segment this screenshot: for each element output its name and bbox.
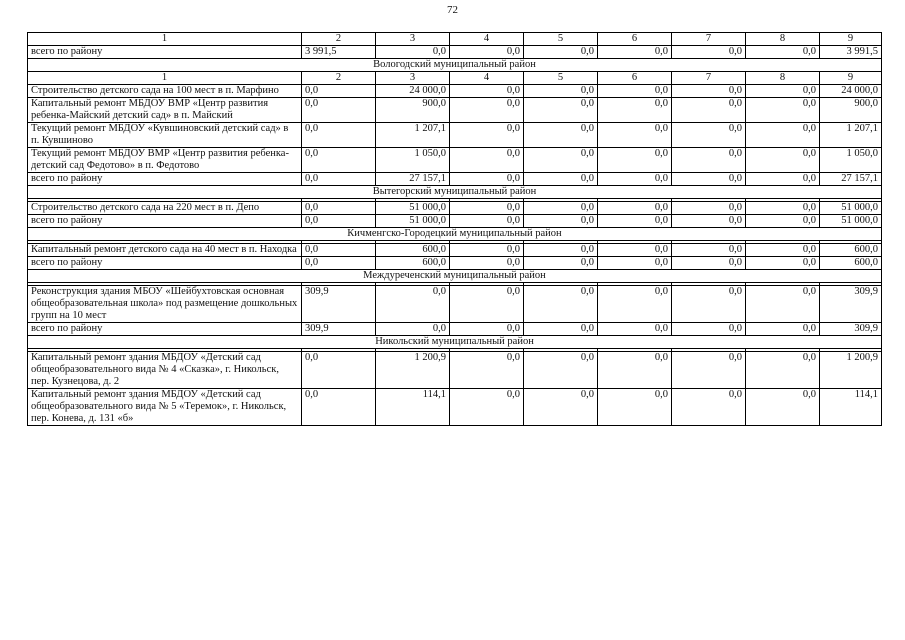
district-total-row: [28, 46, 882, 59]
value-cell: 0,0: [302, 202, 376, 215]
value-cell: 0,0: [450, 244, 524, 257]
value-cell: 900,0: [376, 98, 450, 123]
value-cell: 0,0: [450, 148, 524, 173]
district-total-row: [28, 173, 882, 186]
table-row: [28, 244, 882, 257]
value-cell: 0,0: [746, 215, 820, 228]
value-cell: 0,0: [746, 123, 820, 148]
value-cell: 0,0: [598, 352, 672, 389]
value-cell: 900,0: [820, 98, 882, 123]
value-cell: 0,0: [450, 85, 524, 98]
value-cell: 600,0: [820, 244, 882, 257]
value-cell: 0,0: [672, 202, 746, 215]
table-row: [28, 202, 882, 215]
value-cell: 0,0: [450, 215, 524, 228]
value-cell: 0,0: [598, 202, 672, 215]
value-cell: 0,0: [746, 323, 820, 336]
district-section-row: [28, 59, 882, 72]
value-cell: 0,0: [524, 46, 598, 59]
value-cell: 0,0: [302, 389, 376, 426]
column-number: 4: [450, 72, 524, 85]
value-cell: 0,0: [524, 202, 598, 215]
page-number: 72: [447, 4, 458, 16]
value-cell: 0,0: [524, 173, 598, 186]
row-name: Текущий ремонт МБДОУ ВМР «Центр развития ребенка-детский сад Федотово» в п. Федотово: [28, 148, 302, 173]
value-cell: 0,0: [672, 286, 746, 323]
value-cell: 0,0: [302, 173, 376, 186]
value-cell: 600,0: [376, 257, 450, 270]
column-number: 3: [376, 33, 450, 46]
column-number: 1: [28, 72, 302, 85]
value-cell: 0,0: [672, 257, 746, 270]
value-cell: 0,0: [672, 389, 746, 426]
column-number: 2: [302, 72, 376, 85]
value-cell: 0,0: [598, 215, 672, 228]
value-cell: 1 200,9: [820, 352, 882, 389]
district-title: Междуреченский муниципальный район: [28, 270, 882, 283]
column-number: 3: [376, 72, 450, 85]
value-cell: 309,9: [302, 323, 376, 336]
district-section-row: [28, 186, 882, 199]
value-cell: 1 050,0: [820, 148, 882, 173]
value-cell: 0,0: [672, 123, 746, 148]
row-name: Капитальный ремонт здания МБДОУ «Детский сад общеобразовательного вида № 4 «Сказка», г. Никольск, пер. Кузнецова, д. 2: [28, 352, 302, 389]
value-cell: 0,0: [672, 85, 746, 98]
column-number: 8: [746, 72, 820, 85]
value-cell: 24 000,0: [820, 85, 882, 98]
value-cell: 114,1: [376, 389, 450, 426]
value-cell: 0,0: [450, 286, 524, 323]
value-cell: 0,0: [746, 202, 820, 215]
budget-table: [27, 32, 882, 426]
column-number: 7: [672, 33, 746, 46]
value-cell: 0,0: [302, 85, 376, 98]
value-cell: 0,0: [746, 389, 820, 426]
value-cell: 0,0: [672, 215, 746, 228]
value-cell: 0,0: [450, 202, 524, 215]
column-number: 9: [820, 33, 882, 46]
total-label: всего по району: [28, 257, 302, 270]
value-cell: 0,0: [598, 323, 672, 336]
value-cell: 309,9: [820, 323, 882, 336]
value-cell: 0,0: [302, 148, 376, 173]
value-cell: 0,0: [524, 85, 598, 98]
value-cell: 0,0: [376, 286, 450, 323]
column-number-header-row: [28, 33, 882, 46]
value-cell: 0,0: [524, 352, 598, 389]
row-name: Реконструкция здания МБОУ «Шейбухтовская основная общеобразовательная школа» под размещение дошкольных групп на 10 мест: [28, 286, 302, 323]
value-cell: 1 207,1: [376, 123, 450, 148]
value-cell: 0,0: [524, 98, 598, 123]
value-cell: 0,0: [672, 323, 746, 336]
value-cell: 0,0: [672, 352, 746, 389]
value-cell: 600,0: [820, 257, 882, 270]
value-cell: 0,0: [302, 352, 376, 389]
value-cell: 0,0: [672, 173, 746, 186]
table-row: [28, 98, 882, 123]
value-cell: 0,0: [302, 257, 376, 270]
total-label: всего по району: [28, 46, 302, 59]
table-row: [28, 148, 882, 173]
value-cell: 309,9: [302, 286, 376, 323]
value-cell: 0,0: [598, 286, 672, 323]
table-row: [28, 352, 882, 389]
value-cell: 0,0: [524, 123, 598, 148]
value-cell: 0,0: [524, 244, 598, 257]
column-number: 9: [820, 72, 882, 85]
column-number: 6: [598, 72, 672, 85]
value-cell: 0,0: [524, 323, 598, 336]
district-section-row: [28, 336, 882, 349]
table-row: [28, 286, 882, 323]
value-cell: 0,0: [598, 85, 672, 98]
row-name: Строительство детского сада на 100 мест в п. Марфино: [28, 85, 302, 98]
column-number: 7: [672, 72, 746, 85]
value-cell: 0,0: [524, 148, 598, 173]
value-cell: 114,1: [820, 389, 882, 426]
column-number: 5: [524, 72, 598, 85]
value-cell: 0,0: [450, 98, 524, 123]
value-cell: 0,0: [598, 257, 672, 270]
district-total-row: [28, 215, 882, 228]
value-cell: 1 050,0: [376, 148, 450, 173]
total-label: всего по району: [28, 173, 302, 186]
value-cell: 0,0: [450, 173, 524, 186]
table-row: [28, 123, 882, 148]
value-cell: 27 157,1: [820, 173, 882, 186]
value-cell: 0,0: [524, 389, 598, 426]
value-cell: 0,0: [598, 98, 672, 123]
value-cell: 0,0: [746, 352, 820, 389]
row-name: Капитальный ремонт здания МБДОУ «Детский сад общеобразовательного вида № 5 «Теремок», г. Никольск, пер. Конева, д. 131 «б»: [28, 389, 302, 426]
value-cell: 0,0: [302, 215, 376, 228]
value-cell: 0,0: [746, 98, 820, 123]
value-cell: 0,0: [450, 352, 524, 389]
value-cell: 0,0: [376, 46, 450, 59]
value-cell: 0,0: [524, 215, 598, 228]
value-cell: 0,0: [598, 148, 672, 173]
value-cell: 51 000,0: [820, 202, 882, 215]
value-cell: 24 000,0: [376, 85, 450, 98]
value-cell: 0,0: [746, 85, 820, 98]
value-cell: 0,0: [746, 286, 820, 323]
value-cell: 0,0: [598, 173, 672, 186]
value-cell: 0,0: [302, 123, 376, 148]
column-number: 5: [524, 33, 598, 46]
value-cell: 0,0: [450, 123, 524, 148]
table-row: [28, 85, 882, 98]
value-cell: 1 200,9: [376, 352, 450, 389]
value-cell: 3 991,5: [302, 46, 376, 59]
value-cell: 51 000,0: [820, 215, 882, 228]
value-cell: 0,0: [672, 98, 746, 123]
value-cell: 0,0: [672, 148, 746, 173]
value-cell: 0,0: [302, 244, 376, 257]
value-cell: 600,0: [376, 244, 450, 257]
value-cell: 3 991,5: [820, 46, 882, 59]
table-row: [28, 389, 882, 426]
row-name: Капитальный ремонт детского сада на 40 мест в п. Находка: [28, 244, 302, 257]
value-cell: 0,0: [376, 323, 450, 336]
value-cell: 0,0: [746, 46, 820, 59]
value-cell: 0,0: [746, 257, 820, 270]
row-name: Текущий ремонт МБДОУ «Кувшиновский детский сад» в п. Кувшиново: [28, 123, 302, 148]
district-section-row: [28, 270, 882, 283]
total-label: всего по району: [28, 215, 302, 228]
value-cell: 0,0: [672, 244, 746, 257]
value-cell: 0,0: [598, 389, 672, 426]
value-cell: 0,0: [524, 257, 598, 270]
district-title: Вытегорский муниципальный район: [28, 186, 882, 199]
value-cell: 0,0: [450, 46, 524, 59]
district-title: Вологодский муниципальный район: [28, 59, 882, 72]
column-number: 6: [598, 33, 672, 46]
total-label: всего по району: [28, 323, 302, 336]
column-number: 2: [302, 33, 376, 46]
column-number: 1: [28, 33, 302, 46]
value-cell: 0,0: [746, 148, 820, 173]
value-cell: 0,0: [598, 123, 672, 148]
column-number: 8: [746, 33, 820, 46]
column-number: 4: [450, 33, 524, 46]
district-total-row: [28, 257, 882, 270]
value-cell: 0,0: [524, 286, 598, 323]
value-cell: 1 207,1: [820, 123, 882, 148]
district-title: Кичменгско-Городецкий муниципальный район: [28, 228, 882, 241]
value-cell: 0,0: [450, 323, 524, 336]
value-cell: 0,0: [746, 173, 820, 186]
district-total-row: [28, 323, 882, 336]
value-cell: 0,0: [450, 257, 524, 270]
value-cell: 309,9: [820, 286, 882, 323]
value-cell: 0,0: [672, 46, 746, 59]
value-cell: 51 000,0: [376, 215, 450, 228]
value-cell: 0,0: [746, 244, 820, 257]
column-number-header-row: [28, 72, 882, 85]
district-title: Никольский муниципальный район: [28, 336, 882, 349]
value-cell: 0,0: [450, 389, 524, 426]
value-cell: 0,0: [302, 98, 376, 123]
value-cell: 0,0: [598, 244, 672, 257]
value-cell: 0,0: [598, 46, 672, 59]
district-section-row: [28, 228, 882, 241]
value-cell: 51 000,0: [376, 202, 450, 215]
row-name: Капитальный ремонт МБДОУ ВМР «Центр развития ребенка-Майский детский сад» в п. Майский: [28, 98, 302, 123]
row-name: Строительство детского сада на 220 мест в п. Депо: [28, 202, 302, 215]
value-cell: 27 157,1: [376, 173, 450, 186]
